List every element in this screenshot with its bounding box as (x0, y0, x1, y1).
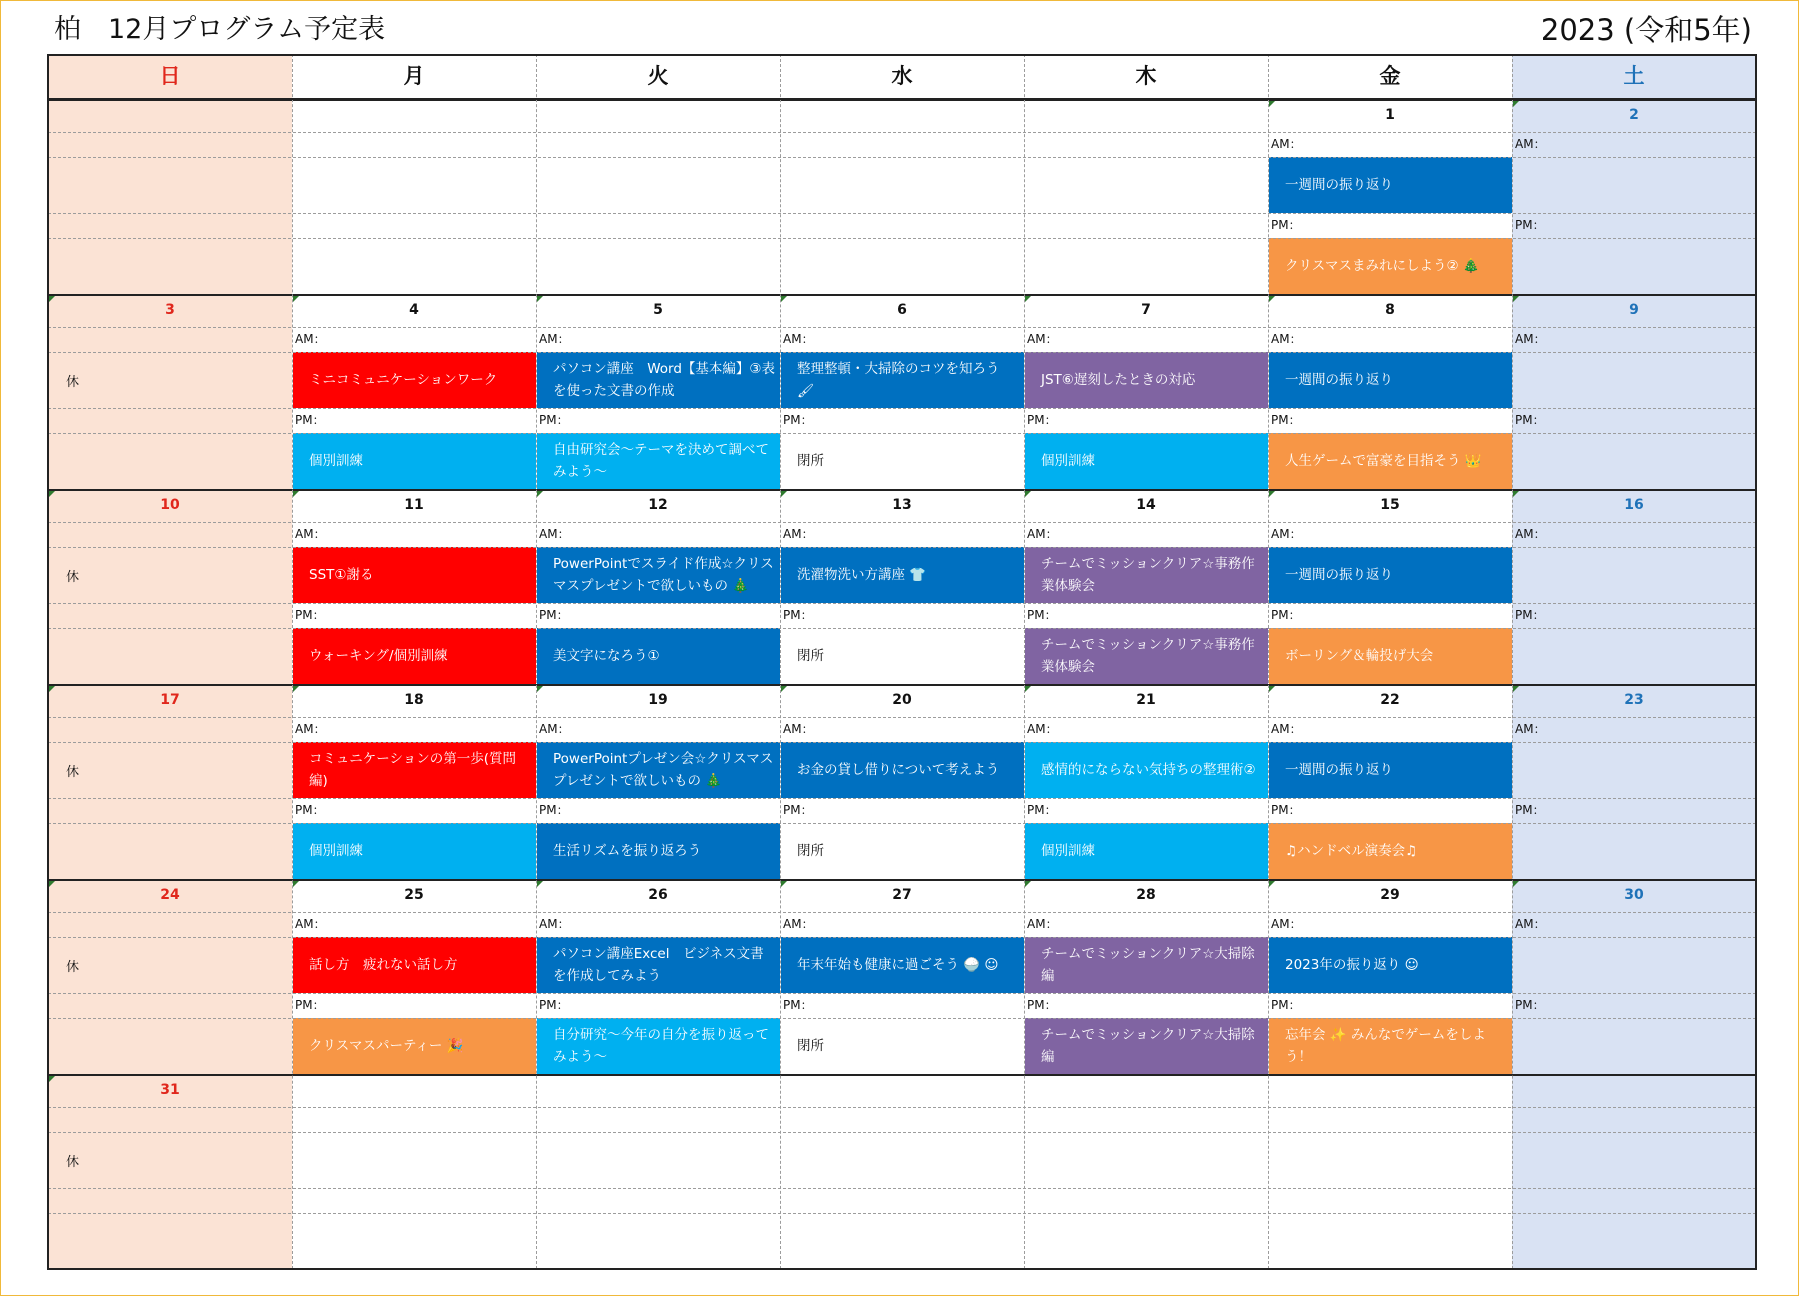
day-number: 2 (1629, 107, 1639, 123)
pm-label: PM： (1027, 803, 1057, 817)
am-label: AM： (783, 722, 814, 736)
day-number: 12 (648, 497, 668, 513)
weekday-header-0: 日 (159, 64, 181, 88)
event-pm[interactable]: 個別訓練 (1025, 823, 1268, 879)
pm-label: PM： (1271, 218, 1301, 232)
pm-label: PM： (1515, 413, 1545, 427)
am-label: AM： (539, 917, 570, 931)
pm-label: PM： (783, 803, 813, 817)
closed-day-label: 休 (66, 1154, 80, 1170)
am-label: AM： (539, 722, 570, 736)
pm-label: PM： (295, 998, 325, 1012)
am-label: AM： (1027, 332, 1058, 346)
pm-label: PM： (539, 413, 569, 427)
pm-label: PM： (1515, 608, 1545, 622)
day-number: 4 (409, 302, 419, 318)
day-number: 24 (160, 887, 180, 903)
event-am[interactable]: 一週間の振り返り (1269, 742, 1512, 798)
event-pm[interactable]: 個別訓練 (293, 433, 536, 489)
event-pm[interactable]: 美文字になろう① (537, 628, 780, 684)
closed-day-label: 休 (66, 569, 80, 585)
event-pm[interactable]: 自分研究～今年の自分を振り返ってみよう～ (537, 1018, 780, 1074)
am-label: AM： (783, 332, 814, 346)
day-number: 28 (1136, 887, 1156, 903)
event-am[interactable]: パソコン講座Excel ビジネス文書を作成してみよう (537, 937, 780, 993)
event-pm[interactable]: 個別訓練 (293, 823, 536, 879)
day-number: 9 (1629, 302, 1639, 318)
event-am[interactable]: PowerPointプレゼン会☆クリスマスプレゼントで欲しいもの 🎄 (537, 742, 780, 798)
am-label: AM： (1515, 722, 1546, 736)
pm-label: PM： (295, 413, 325, 427)
pm-label: PM： (1027, 608, 1057, 622)
pm-label: PM： (1271, 608, 1301, 622)
pm-label: PM： (1515, 803, 1545, 817)
pm-label: PM： (1271, 413, 1301, 427)
year-label: 2023 (令和5年) (1540, 13, 1752, 47)
event-pm[interactable]: 忘年会 ✨ みんなでゲームをしよう！ (1269, 1018, 1512, 1074)
am-label: AM： (1027, 722, 1058, 736)
pm-label: PM： (539, 803, 569, 817)
pm-label: PM： (1271, 998, 1301, 1012)
closed-day-label: 休 (66, 764, 80, 780)
weekday-header-5: 金 (1379, 64, 1401, 88)
event-am[interactable]: お金の貸し借りについて考えよう (781, 742, 1024, 798)
day-number: 20 (892, 692, 912, 708)
am-label: AM： (539, 527, 570, 541)
day-number: 7 (1141, 302, 1151, 318)
weekday-header-2: 火 (647, 64, 669, 88)
am-label: AM： (1271, 527, 1302, 541)
event-pm[interactable]: 閉所 (781, 1018, 1024, 1074)
pm-label: PM： (1027, 998, 1057, 1012)
day-number: 6 (897, 302, 907, 318)
day-number: 16 (1624, 497, 1644, 513)
grid-border (47, 54, 1757, 1270)
event-am[interactable]: 2023年の振り返り ☺ (1269, 937, 1512, 993)
pm-label: PM： (1515, 998, 1545, 1012)
day-number: 1 (1385, 107, 1395, 123)
day-number: 3 (165, 302, 175, 318)
day-number: 14 (1136, 497, 1156, 513)
event-pm[interactable]: ボーリング＆輪投げ大会 (1269, 628, 1512, 684)
day-number: 27 (892, 887, 912, 903)
am-label: AM： (295, 527, 326, 541)
am-label: AM： (1515, 137, 1546, 151)
event-am[interactable]: 一週間の振り返り (1269, 352, 1512, 408)
day-number: 8 (1385, 302, 1395, 318)
pm-label: PM： (539, 998, 569, 1012)
weekday-header-3: 水 (891, 64, 913, 88)
day-number: 17 (160, 692, 180, 708)
day-number: 25 (404, 887, 424, 903)
closed-day-label: 休 (66, 374, 80, 390)
event-am[interactable]: 整理整頓・大掃除のコツを知ろう 🖌 (781, 352, 1024, 408)
day-number: 22 (1380, 692, 1400, 708)
event-am[interactable]: コミュニケーションの第一歩(質問編) (293, 742, 536, 798)
am-label: AM： (295, 332, 326, 346)
am-label: AM： (539, 332, 570, 346)
day-number: 31 (160, 1082, 180, 1098)
am-label: AM： (1027, 527, 1058, 541)
event-am[interactable]: パソコン講座 Word【基本編】③表を使った文書の作成 (537, 352, 780, 408)
event-pm[interactable]: 閉所 (781, 628, 1024, 684)
am-label: AM： (783, 917, 814, 931)
am-label: AM： (1515, 917, 1546, 931)
pm-label: PM： (1027, 413, 1057, 427)
event-am[interactable]: 話し方 疲れない話し方 (293, 937, 536, 993)
event-pm[interactable]: チームでミッションクリア☆大掃除編 (1025, 1018, 1268, 1074)
weekday-header-6: 土 (1623, 64, 1645, 88)
am-label: AM： (1271, 332, 1302, 346)
event-pm[interactable]: クリスマスまみれにしよう② 🎄 (1269, 238, 1512, 294)
pm-label: PM： (783, 413, 813, 427)
day-number: 19 (648, 692, 668, 708)
am-label: AM： (783, 527, 814, 541)
event-pm[interactable]: 閉所 (781, 823, 1024, 879)
pm-label: PM： (539, 608, 569, 622)
am-label: AM： (295, 722, 326, 736)
event-am[interactable]: 一週間の振り返り (1269, 157, 1512, 213)
am-label: AM： (295, 917, 326, 931)
pm-label: PM： (295, 608, 325, 622)
event-am[interactable]: 年末年始も健康に過ごそう 🍚 ☺ (781, 937, 1024, 993)
pm-label: PM： (295, 803, 325, 817)
day-number: 15 (1380, 497, 1400, 513)
event-am[interactable]: 洗濯物洗い方講座 👕 (781, 547, 1024, 603)
event-am[interactable]: ミニコミュニケーションワーク (293, 352, 536, 408)
pm-label: PM： (1271, 803, 1301, 817)
event-am[interactable]: チームでミッションクリア☆事務作業体験会 (1025, 547, 1268, 603)
event-am[interactable]: チームでミッションクリア☆大掃除編 (1025, 937, 1268, 993)
event-pm[interactable]: ウォーキング/個別訓練 (293, 628, 536, 684)
event-am[interactable]: 感情的にならない気持ちの整理術② (1025, 742, 1268, 798)
am-label: AM： (1271, 722, 1302, 736)
am-label: AM： (1515, 332, 1546, 346)
am-label: AM： (1271, 917, 1302, 931)
day-number: 18 (404, 692, 424, 708)
event-am[interactable]: JST⑥遅刻したときの対応 (1025, 352, 1268, 408)
page-title: 柏 12月プログラム予定表 (54, 14, 386, 45)
weekday-header-4: 木 (1135, 64, 1157, 88)
day-number: 26 (648, 887, 668, 903)
event-pm[interactable]: チームでミッションクリア☆事務作業体験会 (1025, 628, 1268, 684)
event-pm[interactable]: クリスマスパーティー 🎉 (293, 1018, 536, 1074)
closed-day-label: 休 (66, 959, 80, 975)
day-number: 23 (1624, 692, 1644, 708)
event-pm[interactable]: ♫ハンドベル演奏会♫ (1269, 823, 1512, 879)
weekday-header-1: 月 (403, 64, 425, 88)
event-am[interactable]: PowerPointでスライド作成☆クリスマスプレゼントで欲しいもの 🎄 (537, 547, 780, 603)
day-number: 30 (1624, 887, 1644, 903)
pm-label: PM： (1515, 218, 1545, 232)
pm-label: PM： (783, 998, 813, 1012)
day-number: 10 (160, 497, 180, 513)
event-pm[interactable]: 人生ゲームで富豪を目指そう 👑 (1269, 433, 1512, 489)
event-pm[interactable]: 生活リズムを振り返ろう (537, 823, 780, 879)
day-number: 11 (404, 497, 424, 513)
am-label: AM： (1027, 917, 1058, 931)
am-label: AM： (1515, 527, 1546, 541)
day-number: 21 (1136, 692, 1156, 708)
event-am[interactable]: SST①謝る (293, 547, 536, 603)
event-pm[interactable]: 自由研究会～テーマを決めて調べてみよう～ (537, 433, 780, 489)
day-number: 29 (1380, 887, 1400, 903)
pm-label: PM： (783, 608, 813, 622)
event-pm[interactable]: 個別訓練 (1025, 433, 1268, 489)
event-am[interactable]: 一週間の振り返り (1269, 547, 1512, 603)
am-label: AM： (1271, 137, 1302, 151)
day-number: 5 (653, 302, 663, 318)
day-number: 13 (892, 497, 912, 513)
event-pm[interactable]: 閉所 (781, 433, 1024, 489)
